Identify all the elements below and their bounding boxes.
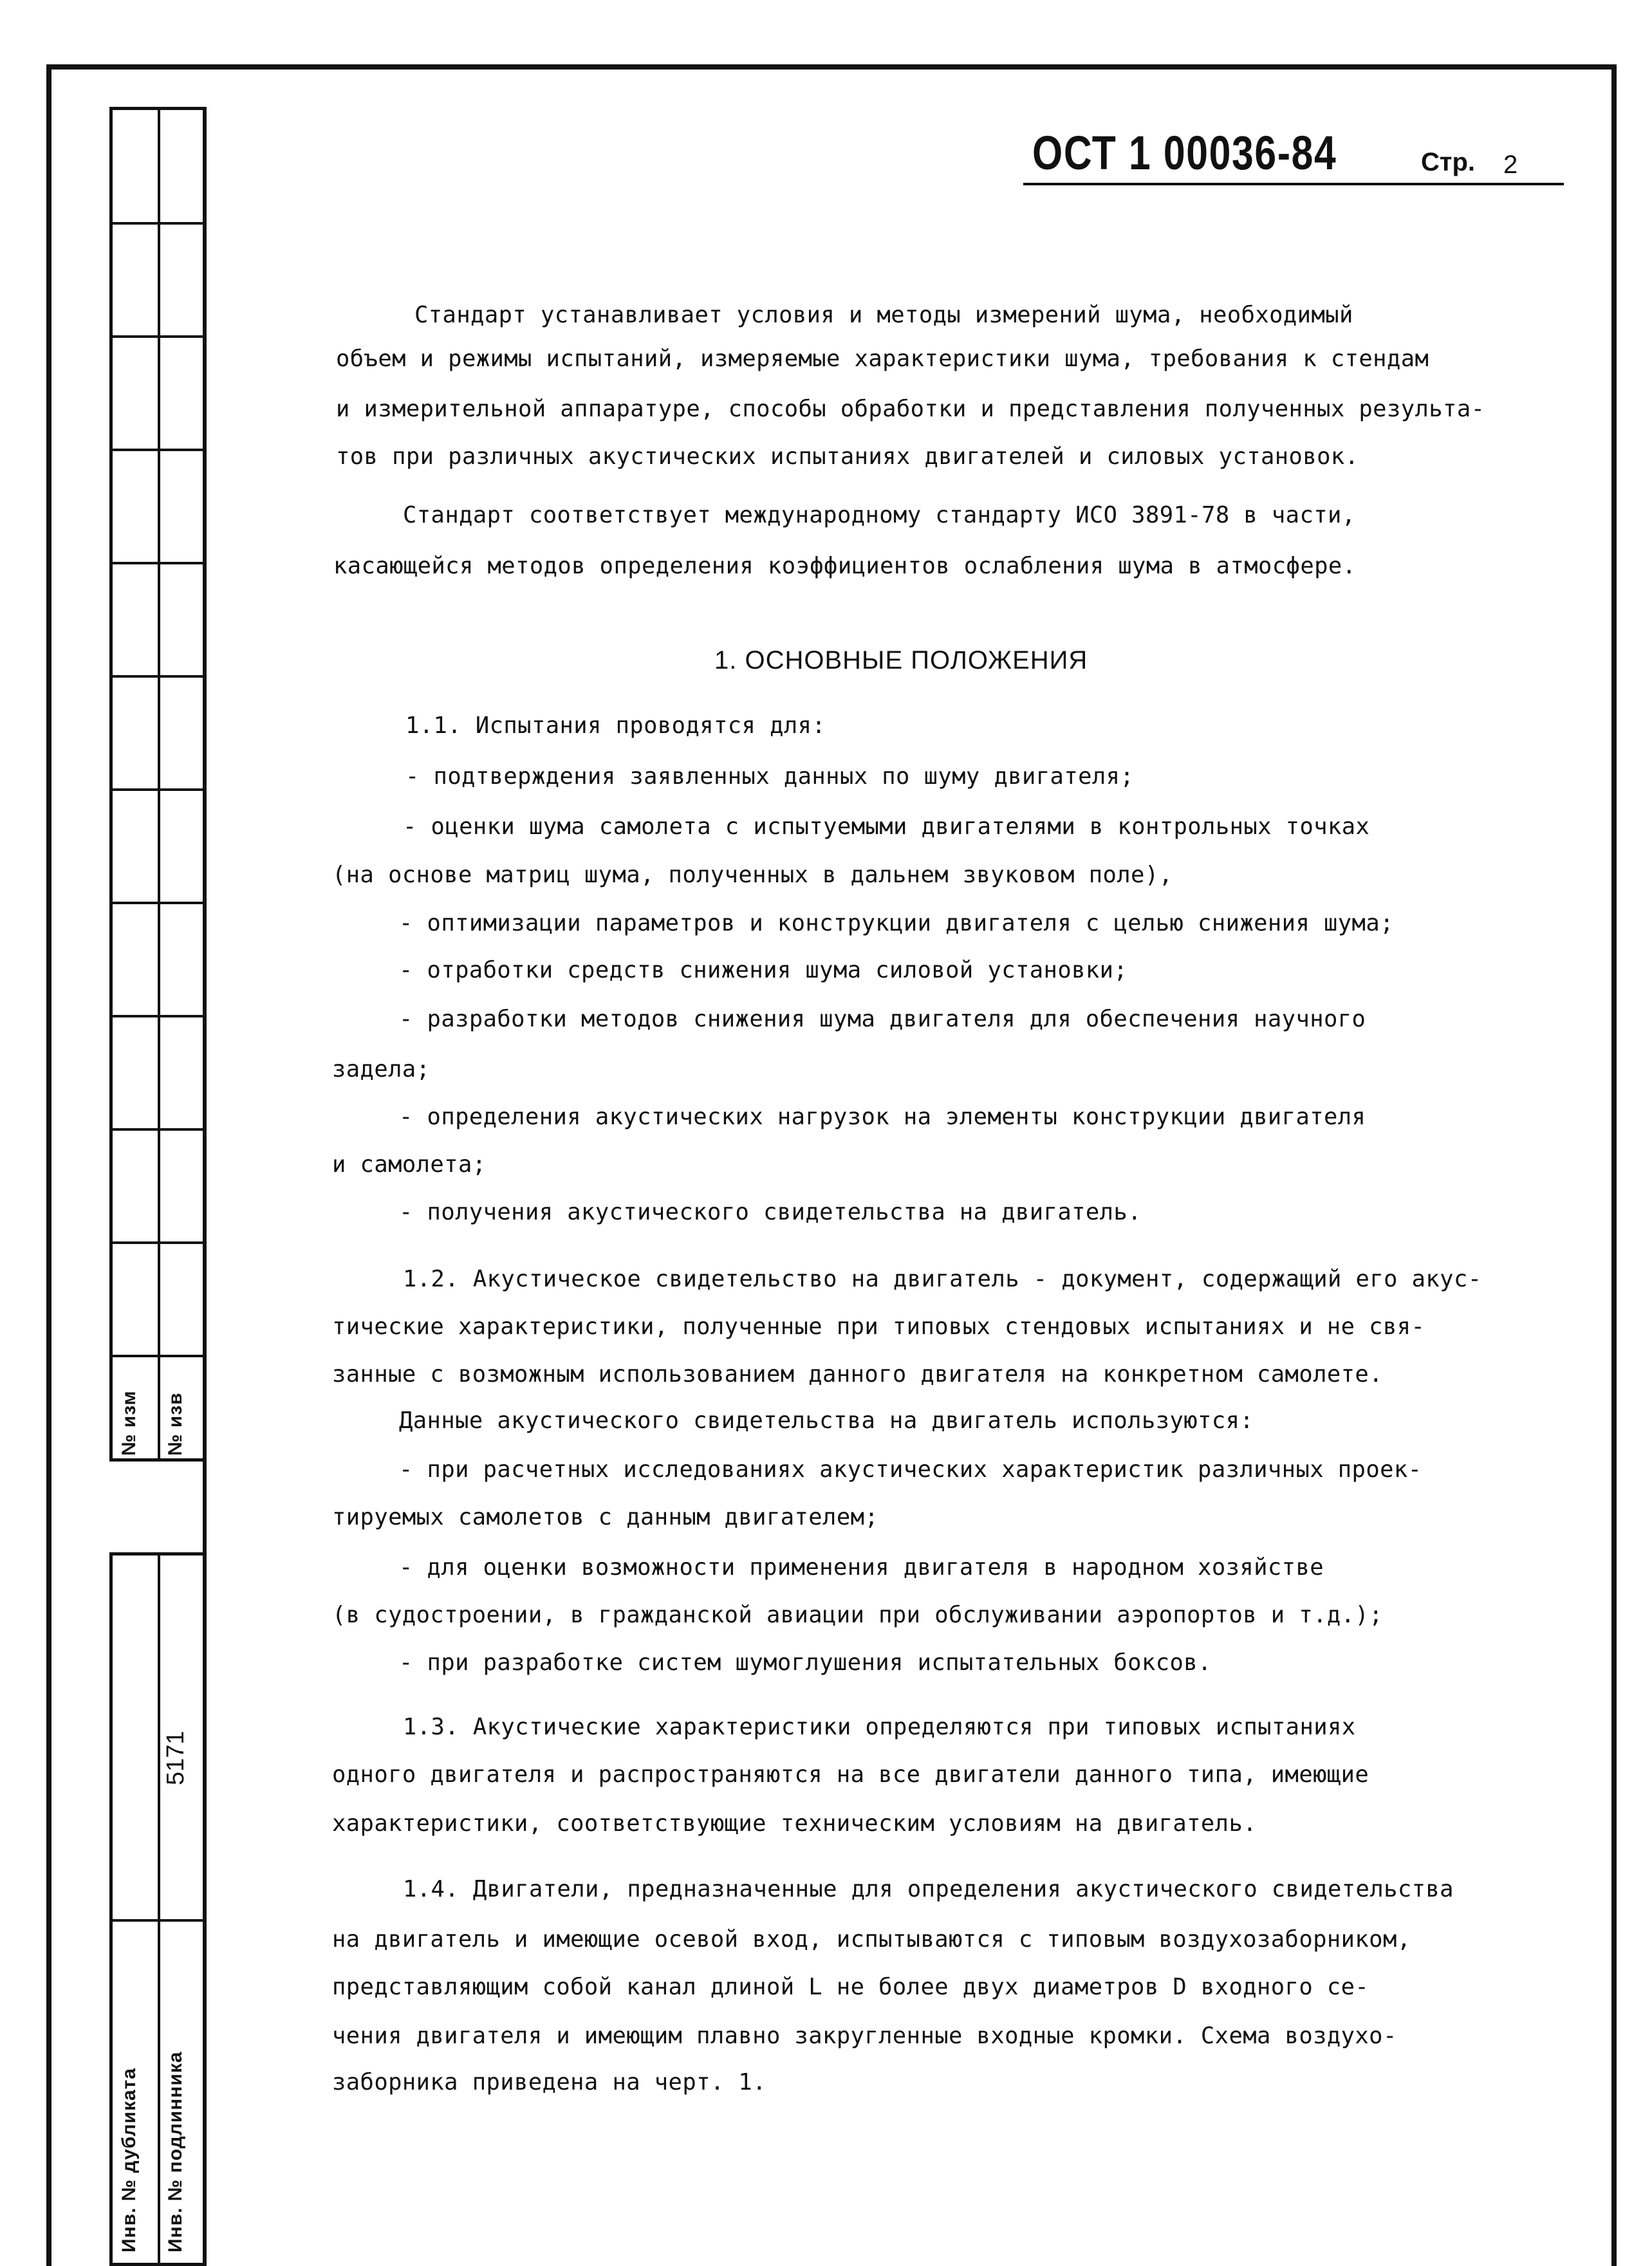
paragraph-line: - оптимизации параметров и конструкции двигателя с целью снижения шума;	[399, 910, 1394, 936]
paragraph-line: (на основе матриц шума, полученных в дальнем звуковом поле),	[332, 862, 1173, 888]
stamp-izv-label: № изв	[165, 1392, 186, 1456]
paragraph-line: - оценки шума самолета с испытуемыми двигателями в контрольных точках	[403, 813, 1370, 840]
stamp-row-line	[113, 1355, 203, 1357]
paragraph-line: 1.3. Акустические характеристики определяются при типовых испытаниях	[403, 1714, 1356, 1740]
stamp-row-line	[113, 562, 203, 564]
paragraph-line: 1.4. Двигатели, предназначенные для определения акустического свидетельства	[403, 1876, 1454, 1902]
paragraph-line: тические характеристики, полученные при типовых стендовых испытаниях и не свя-	[332, 1314, 1425, 1340]
stamp-dublikat-label: Инв. № дубликата	[118, 2067, 140, 2252]
paragraph-line: на двигатель и имеющие осевой вход, испытываются с типовым воздухозаборником,	[332, 1926, 1411, 1953]
paragraph-line: одного двигателя и распространяются на все двигатели данного типа, имеющие	[332, 1761, 1369, 1788]
paragraph-line: заборника приведена на черт. 1.	[332, 2069, 766, 2095]
paragraph-line: - подтверждения заявленных данных по шуму двигателя;	[405, 763, 1135, 790]
paragraph-line: и самолета;	[332, 1151, 487, 1178]
stamp-column-top	[109, 107, 207, 1462]
paragraph-line: 1.2. Акустическое свидетельство на двигатель - документ, содержащий его акус-	[403, 1266, 1482, 1292]
stamp-divider	[158, 1556, 160, 2263]
stamp-row-line	[113, 788, 203, 791]
paragraph-line: занные с возможным использованием данного двигателя на конкретном самолете.	[332, 1361, 1383, 1388]
stamp-izm-label: № изм	[118, 1390, 140, 1456]
stamp-row-line	[113, 222, 203, 225]
paragraph-line: представляющим собой канал длиной L не более двух диаметров D входного се-	[332, 1974, 1369, 2000]
paragraph-line: - получения акустического свидетельства на двигатель.	[399, 1199, 1142, 1225]
header-rule	[1023, 183, 1564, 185]
paragraph-line: - определения акустических нагрузок на элементы конструкции двигателя	[399, 1104, 1366, 1130]
stamp-podlinnik-label: Инв. № подлинника	[165, 2051, 186, 2252]
stamp-row-line	[113, 335, 203, 338]
paragraph-line: объем и режимы испытаний, измеряемые характеристики шума, требования к стендам	[336, 346, 1429, 372]
page-label: Стр.	[1421, 148, 1476, 176]
paragraph-line: - для оценки возможности применения двигателя в народном хозяйстве	[399, 1554, 1324, 1581]
paragraph-line: - при разработке систем шумоглушения испытательных боксов.	[399, 1649, 1212, 1676]
stamp-row-line	[113, 1015, 203, 1017]
stamp-divider	[158, 110, 160, 1458]
paragraph-line: - отработки средств снижения шума силовой установки;	[399, 957, 1128, 983]
paragraph-line: тируемых самолетов с данным двигателем;	[332, 1504, 879, 1530]
page-frame-right	[1611, 64, 1617, 2266]
paragraph-line: Стандарт устанавливает условия и методы измерений шума, необходимый	[414, 302, 1353, 328]
paragraph-line: (в судостроении, в гражданской авиации при обслуживании аэропортов и т.д.);	[332, 1602, 1383, 1628]
stamp-row-line	[113, 1128, 203, 1131]
page-number: 2	[1503, 151, 1518, 179]
stamp-row-line	[113, 675, 203, 678]
document-code: ОСТ 1 00036-84	[1032, 126, 1337, 180]
paragraph-line: Данные акустического свидетельства на двигатель используются:	[399, 1407, 1254, 1434]
paragraph-line: Стандарт соответствует международному стандарту ИСО 3891-78 в части,	[403, 502, 1356, 528]
stamp-row-line	[113, 1241, 203, 1244]
paragraph-line: касающейся методов определения коэффициентов ослабления шума в атмосфере.	[333, 553, 1357, 579]
stamp-row-line	[113, 902, 203, 904]
paragraph-line: тов при различных акустических испытаниях двигателей и силовых установок.	[336, 443, 1359, 470]
paragraph-line: 1.1. Испытания проводятся для:	[405, 712, 826, 739]
page-frame-top	[46, 64, 1617, 70]
page-frame-left	[46, 64, 51, 2266]
paragraph-line: чения двигателя и имеющим плавно закругленные входные кромки. Схема воздухо-	[332, 2023, 1397, 2049]
paragraph-line: задела;	[332, 1056, 431, 1082]
paragraph-line: - при расчетных исследованиях акустических характеристик различных проек-	[399, 1456, 1422, 1483]
stamp-podlinnik-number: 5171	[162, 1731, 189, 1785]
stamp-row-line	[113, 1919, 203, 1922]
stamp-row-line	[113, 449, 203, 451]
section-heading: 1. ОСНОВНЫЕ ПОЛОЖЕНИЯ	[714, 646, 1088, 674]
paragraph-line: характеристики, соответствующие техническим условиям на двигатель.	[332, 1810, 1258, 1837]
paragraph-line: - разработки методов снижения шума двигателя для обеспечения научного	[399, 1006, 1366, 1032]
paragraph-line: и измерительной аппаратуре, способы обработки и представления полученных результа-	[336, 396, 1485, 422]
